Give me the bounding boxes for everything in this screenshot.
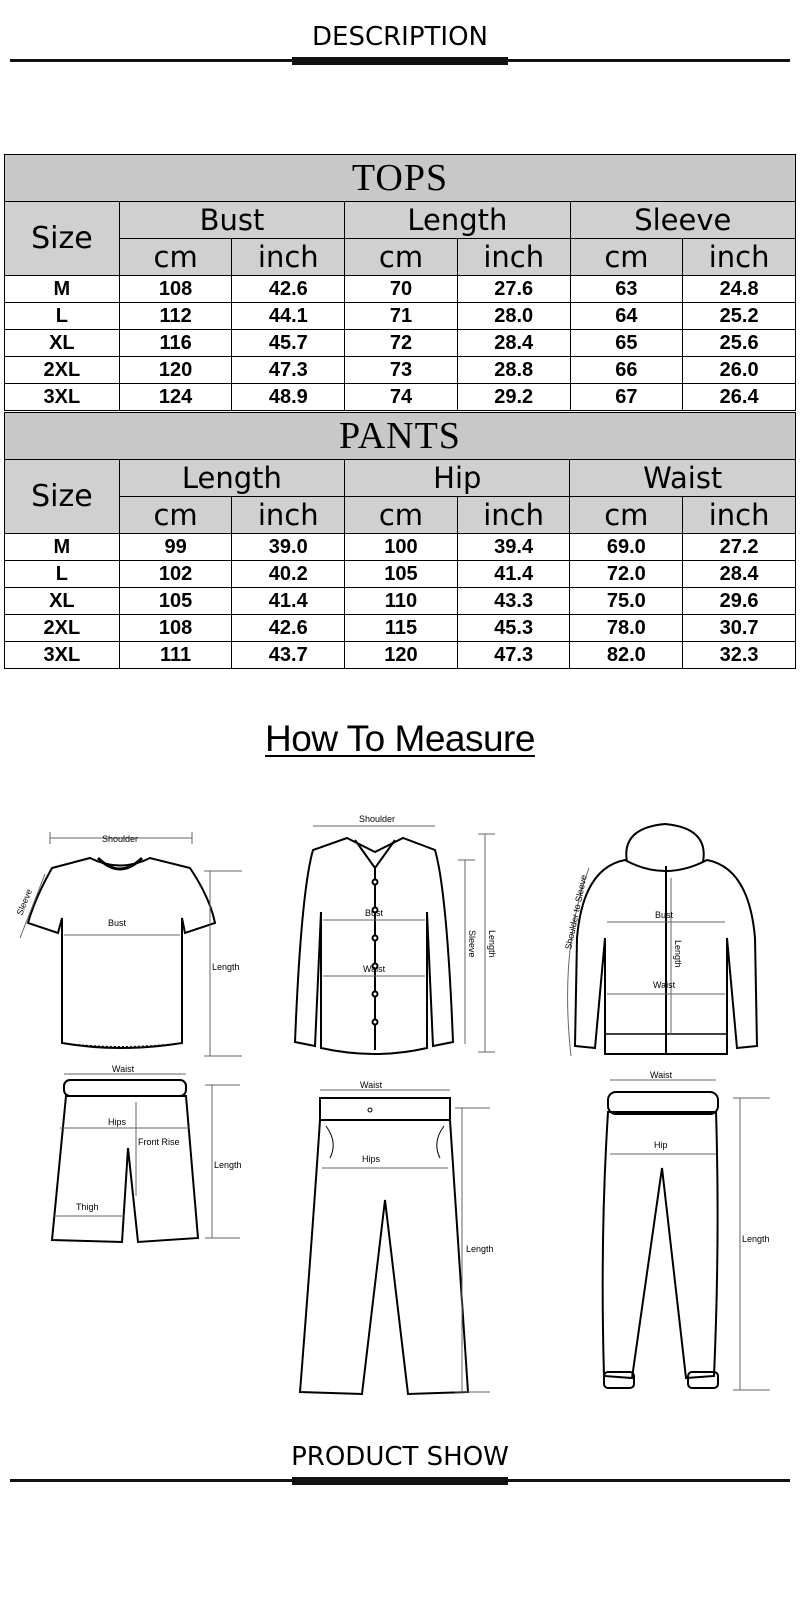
trousers-outline xyxy=(300,1120,468,1394)
waist-label: Waist xyxy=(650,1070,673,1080)
sleeve-label: Sleeve xyxy=(14,887,35,917)
size-cell: 3XL xyxy=(5,642,120,669)
measurement-cell: 43.3 xyxy=(457,588,570,615)
tops-size-table xyxy=(4,154,796,411)
measurement-cell: 72.0 xyxy=(570,561,683,588)
size-cell: 2XL xyxy=(5,357,120,384)
measurement-cell: 100 xyxy=(345,534,458,561)
measurement-cell: 108 xyxy=(119,276,232,303)
measurement-cell: 28.8 xyxy=(457,357,570,384)
size-cell: 3XL xyxy=(5,384,120,411)
measurement-cell: 72 xyxy=(345,330,458,357)
measurement-cell: 116 xyxy=(119,330,232,357)
measurement-cell: 42.6 xyxy=(232,615,345,642)
table-row xyxy=(5,303,796,330)
measurement-cell: 45.3 xyxy=(457,615,570,642)
measurement-cell: 28.4 xyxy=(457,330,570,357)
table-row xyxy=(5,615,796,642)
table-row xyxy=(5,384,796,411)
measurement-cell: 26.4 xyxy=(683,384,796,411)
waist-label: Waist xyxy=(653,980,676,990)
pants-unit-header: cm xyxy=(570,497,683,534)
measurement-cell: 73 xyxy=(345,357,458,384)
measurement-cell: 45.7 xyxy=(232,330,345,357)
measurement-cell: 120 xyxy=(345,642,458,669)
measurement-cell: 30.7 xyxy=(683,615,796,642)
measurement-cell: 26.0 xyxy=(683,357,796,384)
size-cell: M xyxy=(5,276,120,303)
pants-unit-header: inch xyxy=(457,497,570,534)
measurement-cell: 64 xyxy=(570,303,683,330)
tops-unit-header: inch xyxy=(457,239,570,276)
shoulder-label: Shoulder xyxy=(102,834,139,844)
pants-title: PANTS xyxy=(5,413,796,460)
measurement-cell: 48.9 xyxy=(232,384,345,411)
tops-unit-header: cm xyxy=(345,239,458,276)
table-row xyxy=(5,276,796,303)
tops-title: TOPS xyxy=(5,155,796,202)
size-cell: XL xyxy=(5,330,120,357)
shorts-diagram xyxy=(40,1064,250,1250)
length-label: Length xyxy=(487,930,497,958)
thigh-label: Thigh xyxy=(76,1202,99,1212)
product-show-header xyxy=(0,1436,800,1486)
length-label: Length xyxy=(466,1244,494,1254)
measurement-cell: 39.4 xyxy=(457,534,570,561)
measurement-cell: 39.0 xyxy=(232,534,345,561)
size-cell: XL xyxy=(5,588,120,615)
sleeve-label: Sleeve xyxy=(467,930,477,958)
waist-label: Waist xyxy=(112,1064,135,1074)
pants-unit-header: inch xyxy=(232,497,345,534)
product-show-title: PRODUCT SHOW xyxy=(291,1442,509,1472)
pants-group-header: Hip xyxy=(345,460,570,497)
tops-unit-header: cm xyxy=(570,239,683,276)
measurement-cell: 99 xyxy=(119,534,232,561)
tops-unit-header: inch xyxy=(232,239,345,276)
length-label: Length xyxy=(742,1234,770,1244)
measurement-cell: 40.2 xyxy=(232,561,345,588)
measurement-cell: 29.2 xyxy=(457,384,570,411)
tops-unit-header: inch xyxy=(683,239,796,276)
pants-size-header: Size xyxy=(5,460,120,534)
header-bar xyxy=(292,57,508,65)
shoulder-label: Shoulder xyxy=(359,814,396,824)
table-row xyxy=(5,357,796,384)
table-row xyxy=(5,330,796,357)
measurement-cell: 78.0 xyxy=(570,615,683,642)
measurement-cell: 41.4 xyxy=(232,588,345,615)
trousers-diagram xyxy=(290,1080,510,1400)
measurement-cell: 74 xyxy=(345,384,458,411)
waist-label: Waist xyxy=(360,1080,383,1090)
pants-size-table xyxy=(4,412,796,669)
tops-group-header: Length xyxy=(345,202,570,239)
pants-group-header: Waist xyxy=(570,460,796,497)
pants-unit-header: cm xyxy=(119,497,232,534)
measurement-cell: 65 xyxy=(570,330,683,357)
measurement-cell: 28.4 xyxy=(683,561,796,588)
table-row xyxy=(5,588,796,615)
measurement-cell: 124 xyxy=(119,384,232,411)
measurement-cell: 120 xyxy=(119,357,232,384)
pants-unit-header: cm xyxy=(345,497,458,534)
table-row xyxy=(5,642,796,669)
length-label: Length xyxy=(673,940,683,968)
measurement-cell: 25.2 xyxy=(683,303,796,330)
tshirt-outline xyxy=(28,858,215,1048)
measurement-cell: 63 xyxy=(570,276,683,303)
measurement-cell: 25.6 xyxy=(683,330,796,357)
table-row xyxy=(5,561,796,588)
measurement-cell: 66 xyxy=(570,357,683,384)
measurement-cell: 47.3 xyxy=(457,642,570,669)
header-bar xyxy=(292,1477,508,1485)
measurement-cell: 69.0 xyxy=(570,534,683,561)
bust-label: Bust xyxy=(655,910,674,920)
size-cell: L xyxy=(5,561,120,588)
shoulder-to-sleeve-label: Shoulder to Sleeve xyxy=(563,873,589,951)
measurement-cell: 41.4 xyxy=(457,561,570,588)
length-label: Length xyxy=(212,962,240,972)
pants-unit-header: inch xyxy=(683,497,796,534)
how-to-measure-text: How To Measure xyxy=(265,718,535,759)
joggers-diagram xyxy=(590,1068,790,1408)
measurement-cell: 29.6 xyxy=(683,588,796,615)
how-to-measure-title xyxy=(0,718,800,760)
measurement-cell: 67 xyxy=(570,384,683,411)
measurement-cell: 44.1 xyxy=(232,303,345,330)
measurement-cell: 27.2 xyxy=(683,534,796,561)
measurement-cell: 102 xyxy=(119,561,232,588)
bust-label: Bust xyxy=(108,918,127,928)
length-label: Length xyxy=(214,1160,242,1170)
measurement-cell: 82.0 xyxy=(570,642,683,669)
front-rise-label: Front Rise xyxy=(138,1137,180,1147)
bust-label: Bust xyxy=(365,908,384,918)
measurement-cell: 42.6 xyxy=(232,276,345,303)
tops-group-header: Sleeve xyxy=(570,202,795,239)
joggers-outline xyxy=(603,1112,718,1378)
measurement-cell: 32.3 xyxy=(683,642,796,669)
measurement-cell: 43.7 xyxy=(232,642,345,669)
size-cell: 2XL xyxy=(5,615,120,642)
measurement-cell: 47.3 xyxy=(232,357,345,384)
hips-label: Hips xyxy=(108,1117,127,1127)
measurement-cell: 27.6 xyxy=(457,276,570,303)
measurement-cell: 112 xyxy=(119,303,232,330)
measurement-cell: 111 xyxy=(119,642,232,669)
waist-label: Waist xyxy=(363,964,386,974)
tshirt-diagram xyxy=(10,828,250,1060)
size-cell: L xyxy=(5,303,120,330)
description-header xyxy=(0,16,800,66)
measurement-cell: 115 xyxy=(345,615,458,642)
measurement-cell: 105 xyxy=(345,561,458,588)
measurement-cell: 71 xyxy=(345,303,458,330)
table-row xyxy=(5,534,796,561)
tops-unit-header: cm xyxy=(119,239,232,276)
measurement-cell: 24.8 xyxy=(683,276,796,303)
hoodie-diagram xyxy=(555,818,780,1064)
measurement-cell: 75.0 xyxy=(570,588,683,615)
size-cell: M xyxy=(5,534,120,561)
shirt-diagram xyxy=(285,812,510,1060)
measurement-cell: 105 xyxy=(119,588,232,615)
pants-group-header: Length xyxy=(119,460,344,497)
tops-size-header: Size xyxy=(5,202,120,276)
measurement-cell: 108 xyxy=(119,615,232,642)
description-title: DESCRIPTION xyxy=(312,22,488,52)
hips-label: Hips xyxy=(362,1154,381,1164)
measurement-cell: 28.0 xyxy=(457,303,570,330)
hip-label: Hip xyxy=(654,1140,668,1150)
measurement-cell: 70 xyxy=(345,276,458,303)
measurement-cell: 110 xyxy=(345,588,458,615)
tops-group-header: Bust xyxy=(119,202,344,239)
